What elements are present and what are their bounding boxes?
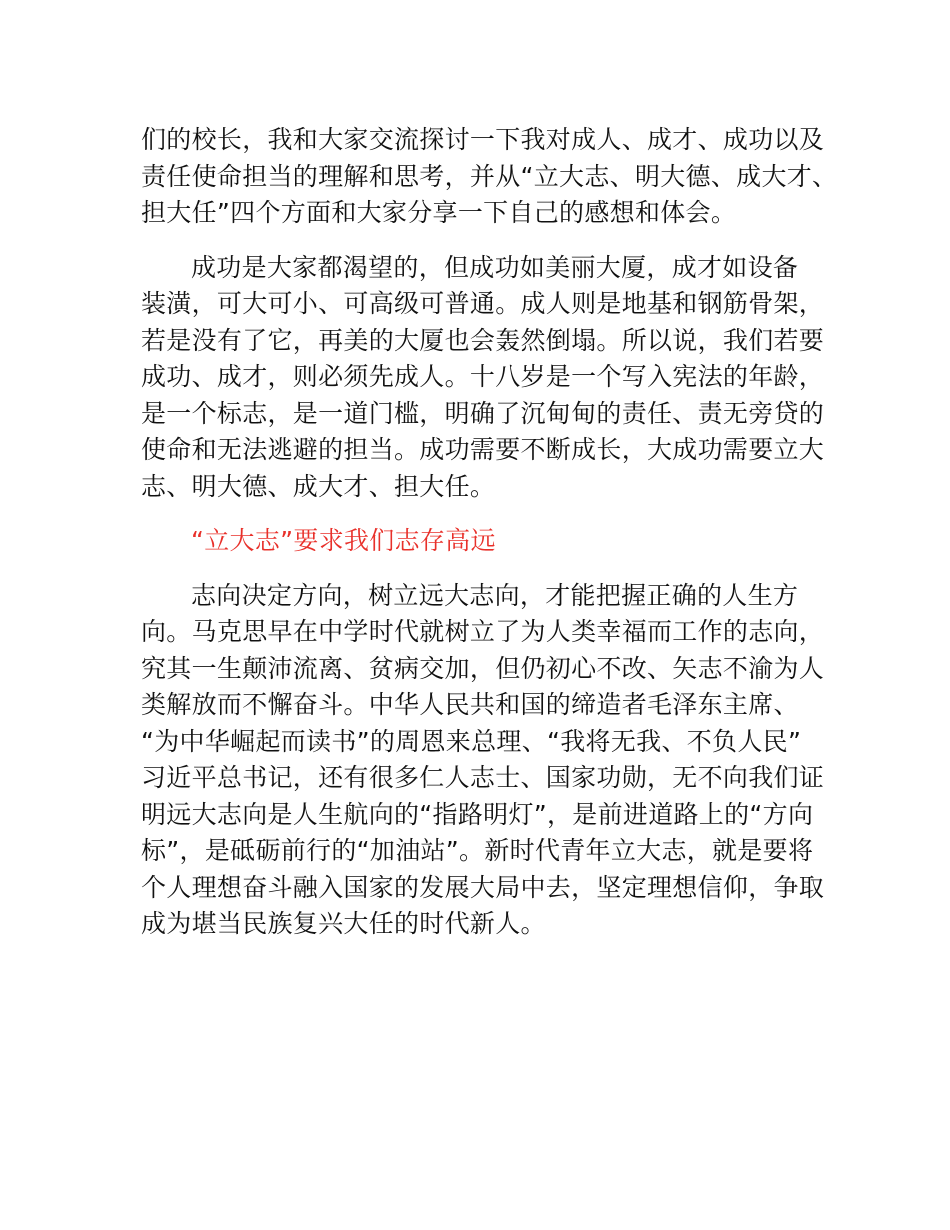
paragraph-line: 习近平总书记，还有很多仁人志士、国家功勋，无不向我们证 (141, 763, 825, 792)
paragraph-line: 类解放而不懈奋斗。中华人民共和国的缔造者毛泽东主席、 (141, 690, 799, 719)
paragraph-line: 们的校长，我和大家交流探讨一下我对成人、成才、成功以及 (141, 125, 825, 154)
paragraph-line: 究其一生颠沛流离、贫病交加，但仍初心不改、矢志不渝为人 (141, 653, 825, 683)
paragraph-line: 向。马克思早在中学时代就树立了为人类幸福而工作的志向， (141, 617, 825, 646)
paragraph-3 (141, 578, 825, 943)
paragraph-line: 志、明大德、成大才、担大任。 (141, 471, 496, 501)
paragraph-line: 成为堪当民族复兴大任的时代新人。 (141, 909, 546, 938)
paragraph-line: 个人理想奋斗融入国家的发展大局中去，坚定理想信仰，争取 (141, 872, 825, 902)
paragraph-line: 明远大志向是人生航向的“指路明灯”，是前进道路上的“方向 (141, 799, 814, 829)
paragraph-line: 成功是大家都渴望的，但成功如美丽大厦，成才如设备 (191, 252, 799, 282)
paragraph-line: “为中华崛起而读书”的周恩来总理、“我将无我、不负人民” (141, 726, 802, 756)
section-heading-text: “立大志”要求我们志存高远 (191, 526, 496, 555)
paragraph-line: 担大任”四个方面和大家分享一下自己的感想和体会。 (141, 198, 737, 227)
document-body (141, 122, 838, 961)
section-heading (141, 523, 816, 560)
paragraph-line: 责任使命担当的理解和思考，并从“立大志、明大德、成大才、 (141, 161, 838, 191)
paragraph-2 (141, 250, 825, 506)
paragraph-line: 是一个标志，是一道门槛，明确了沉甸甸的责任、责无旁贷的 (141, 398, 825, 428)
paragraph-line: 装潢，可大可小、可高级可普通。成人则是地基和钢筋骨架， (141, 289, 825, 318)
paragraph-line: 使命和无法逃避的担当。成功需要不断成长，大成功需要立大 (141, 435, 825, 464)
paragraph-line: 若是没有了它，再美的大厦也会轰然倒塌。所以说，我们若要 (141, 325, 825, 355)
paragraph-line: 成功、成才，则必须先成人。十八岁是一个写入宪法的年龄， (141, 362, 825, 391)
paragraph-line: 标”，是砥砺前行的“加油站”。新时代青年立大志，就是要将 (141, 836, 814, 865)
paragraph-1 (141, 122, 838, 232)
paragraph-line: 志向决定方向，树立远大志向，才能把握正确的人生方 (191, 580, 799, 610)
